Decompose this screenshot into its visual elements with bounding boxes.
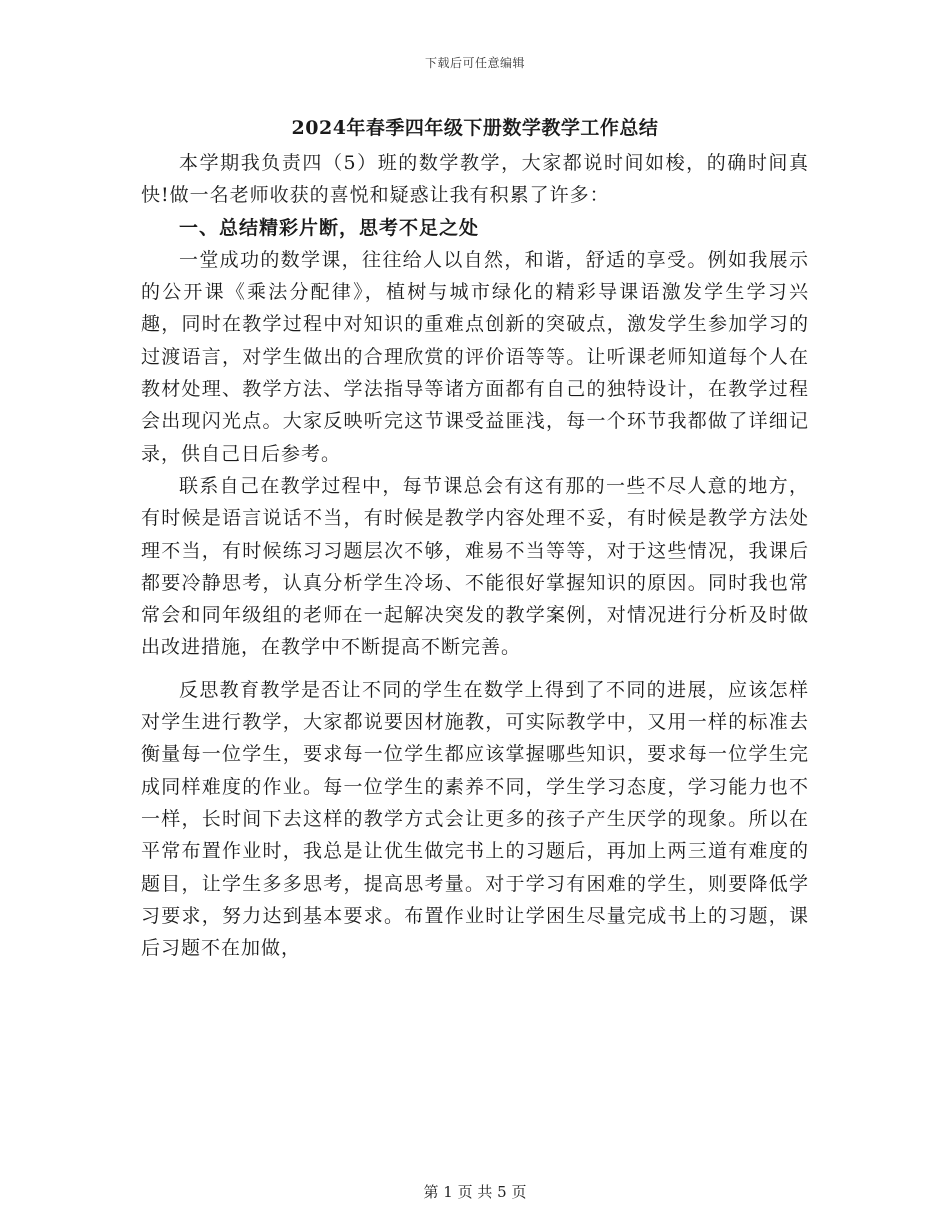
section-heading-1: 一、总结精彩片断，思考不足之处 <box>179 216 480 239</box>
page-number: 第 1 页 共 5 页 <box>423 1183 527 1201</box>
page-header-note: 下载后可任意编辑 <box>424 56 525 70</box>
body-paragraph-1: 一堂成功的数学课，往往给人以自然，和谐，舒适的享受。例如我展示的公开课《乘法分配律》，植树与城市绿化的精彩导课语激发学生学习兴趣，同时在教学过程中对知识的重难点创新的突破点，激发学生参加学习的过渡语言，对学生做出的合理欣赏的评价语等等。让听课老师知道每个人在教材处理、教学方法、学法指导等诸方面都有自己的独特设计，在教学过程会出现闪光点。大家反映听完这节课受益匪浅，每一个环节我都做了详细记录，供自己日后参考。 <box>141 248 809 465</box>
body-paragraph-3: 反思教育教学是否让不同的学生在数学上得到了不同的进展，应该怎样对学生进行教学，大家都说要因材施教，可实际教学中，又用一样的标准去衡量每一位学生，要求每一位学生都应该掌握哪些知识，要求每一位学生完成同样难度的作业。每一位学生的素养不同，学生学习态度，学习能力也不一样，长时间下去这样的教学方式会让更多的孩子产生厌学的现象。所以在平常布置作业时，我总是让优生做完书上的习题后，再加上两三道有难度的题目，让学生多多思考，提高思考量。对于学习有困难的学生，则要降低学习要求，努力达到基本要求。布置作业时让学困生尽量完成书上的习题，课后习题不在加做， <box>141 678 809 960</box>
intro-paragraph: 本学期我负责四（5）班的数学教学，大家都说时间如梭，的确时间真快!做一名老师收获的喜悦和疑惑让我有积累了许多： <box>141 152 809 207</box>
document-body <box>141 113 809 964</box>
body-paragraph-2: 联系自己在教学过程中，每节课总会有这有那的一些不尽人意的地方，有时候是语言说话不当，有时候是教学内容处理不妥，有时候是教学方法处理不当，有时候练习习题层次不够，难易不当等等，对于这些情况，我课后都要冷静思考，认真分析学生冷场、不能很好掌握知识的原因。同时我也常常会和同年级组的老师在一起解决突发的教学案例，对情况进行分析及时做出改进措施，在教学中不断提高不断完善。 <box>141 474 809 659</box>
document-title: 2024年春季四年级下册数学教学工作总结 <box>291 117 659 139</box>
